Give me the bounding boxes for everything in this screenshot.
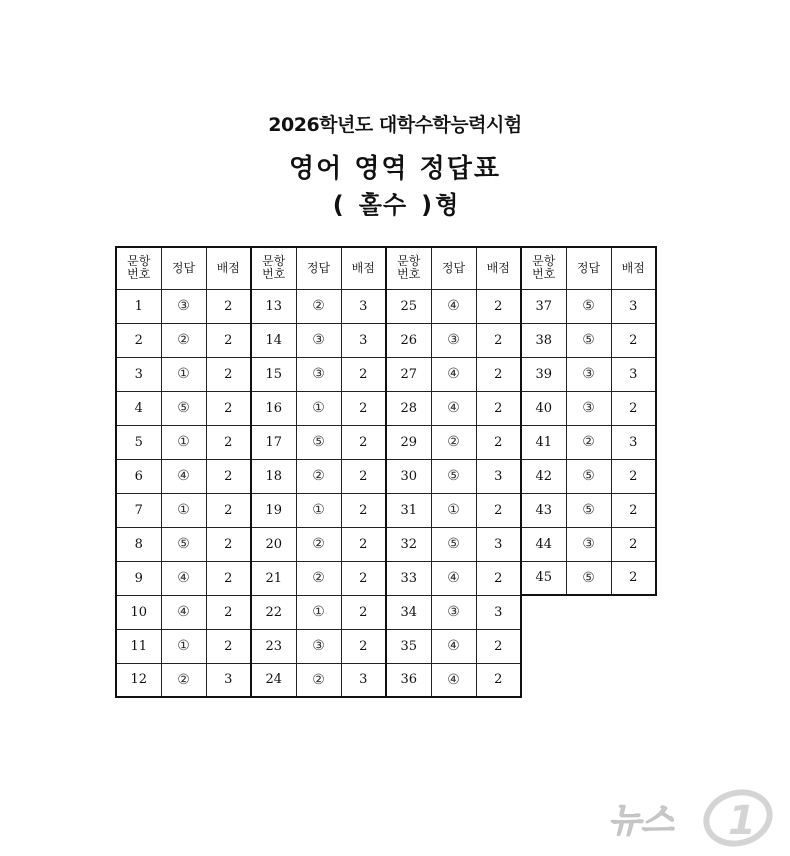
answer-key-table bbox=[115, 246, 657, 698]
points-cell: 2 bbox=[611, 323, 656, 357]
header-answer: 정답 bbox=[566, 247, 611, 289]
points-cell: 3 bbox=[476, 595, 521, 629]
answer-cell: ② bbox=[161, 323, 206, 357]
points-cell: 3 bbox=[341, 289, 386, 323]
answer-cell: ⑤ bbox=[161, 391, 206, 425]
points-cell: 3 bbox=[611, 425, 656, 459]
table-header-row bbox=[116, 247, 656, 289]
exam-type-title bbox=[0, 185, 790, 220]
answer-cell: ② bbox=[296, 561, 341, 595]
points-cell: 2 bbox=[206, 493, 251, 527]
answer-cell: ④ bbox=[431, 629, 476, 663]
question-number-cell: 22 bbox=[251, 595, 296, 629]
empty-cell bbox=[611, 663, 656, 697]
question-number-cell: 25 bbox=[386, 289, 431, 323]
points-cell: 3 bbox=[341, 663, 386, 697]
question-number-cell: 42 bbox=[521, 459, 566, 493]
points-cell: 2 bbox=[206, 561, 251, 595]
answer-cell: ③ bbox=[431, 323, 476, 357]
header-points: 배점 bbox=[611, 247, 656, 289]
points-cell: 2 bbox=[611, 459, 656, 493]
answer-cell: ① bbox=[161, 629, 206, 663]
answer-cell: ② bbox=[566, 425, 611, 459]
answer-cell: ④ bbox=[431, 289, 476, 323]
question-number-cell: 31 bbox=[386, 493, 431, 527]
answer-cell: ① bbox=[296, 595, 341, 629]
answer-cell: ③ bbox=[296, 629, 341, 663]
answer-cell: ④ bbox=[431, 357, 476, 391]
empty-cell bbox=[521, 629, 566, 663]
empty-cell bbox=[611, 629, 656, 663]
question-number-cell: 34 bbox=[386, 595, 431, 629]
header-points: 배점 bbox=[206, 247, 251, 289]
answer-cell: ⑤ bbox=[566, 459, 611, 493]
table-row bbox=[116, 561, 656, 595]
question-number-cell: 15 bbox=[251, 357, 296, 391]
question-number-cell: 28 bbox=[386, 391, 431, 425]
table-row bbox=[116, 425, 656, 459]
question-number-cell: 40 bbox=[521, 391, 566, 425]
answer-cell: ⑤ bbox=[431, 459, 476, 493]
question-number-cell: 7 bbox=[116, 493, 161, 527]
table-row bbox=[116, 323, 656, 357]
points-cell: 2 bbox=[206, 459, 251, 493]
table-row bbox=[116, 391, 656, 425]
question-number-cell: 32 bbox=[386, 527, 431, 561]
answer-cell: ① bbox=[296, 493, 341, 527]
question-number-cell: 45 bbox=[521, 561, 566, 595]
empty-cell bbox=[566, 595, 611, 629]
answer-cell: ③ bbox=[296, 323, 341, 357]
question-number-cell: 36 bbox=[386, 663, 431, 697]
question-number-cell: 3 bbox=[116, 357, 161, 391]
points-cell: 3 bbox=[341, 323, 386, 357]
question-number-cell: 12 bbox=[116, 663, 161, 697]
points-cell: 3 bbox=[476, 527, 521, 561]
answer-cell: ④ bbox=[431, 391, 476, 425]
answer-cell: ⑤ bbox=[431, 527, 476, 561]
answer-cell: ① bbox=[296, 391, 341, 425]
table-row bbox=[116, 527, 656, 561]
table-row bbox=[116, 459, 656, 493]
points-cell: 2 bbox=[611, 561, 656, 595]
answer-cell: ② bbox=[161, 663, 206, 697]
answer-cell: ⑤ bbox=[566, 561, 611, 595]
points-cell: 2 bbox=[341, 561, 386, 595]
question-number-cell: 6 bbox=[116, 459, 161, 493]
answer-cell: ④ bbox=[431, 663, 476, 697]
answer-cell: ③ bbox=[566, 527, 611, 561]
header-points: 배점 bbox=[476, 247, 521, 289]
question-number-cell: 11 bbox=[116, 629, 161, 663]
answer-cell: ③ bbox=[431, 595, 476, 629]
answer-cell: ③ bbox=[296, 357, 341, 391]
answer-cell: ⑤ bbox=[566, 323, 611, 357]
header-answer: 정답 bbox=[296, 247, 341, 289]
question-number-cell: 37 bbox=[521, 289, 566, 323]
question-number-cell: 4 bbox=[116, 391, 161, 425]
header-question-number: 문항 번호 bbox=[386, 247, 431, 289]
type-paren-close: ) bbox=[421, 191, 434, 219]
question-number-cell: 27 bbox=[386, 357, 431, 391]
answer-cell: ⑤ bbox=[161, 527, 206, 561]
question-number-cell: 38 bbox=[521, 323, 566, 357]
empty-cell bbox=[566, 629, 611, 663]
question-number-cell: 33 bbox=[386, 561, 431, 595]
question-number-cell: 35 bbox=[386, 629, 431, 663]
answer-cell: ④ bbox=[161, 595, 206, 629]
answer-cell: ③ bbox=[566, 391, 611, 425]
question-number-cell: 30 bbox=[386, 459, 431, 493]
answer-cell: ② bbox=[296, 527, 341, 561]
points-cell: 2 bbox=[341, 391, 386, 425]
empty-cell bbox=[566, 663, 611, 697]
question-number-cell: 24 bbox=[251, 663, 296, 697]
table-row bbox=[116, 629, 656, 663]
points-cell: 2 bbox=[341, 357, 386, 391]
header-question-number: 문항 번호 bbox=[116, 247, 161, 289]
points-cell: 2 bbox=[341, 425, 386, 459]
type-label: 홀수 bbox=[358, 191, 408, 219]
points-cell: 2 bbox=[476, 561, 521, 595]
points-cell: 2 bbox=[611, 493, 656, 527]
points-cell: 2 bbox=[476, 391, 521, 425]
question-number-cell: 10 bbox=[116, 595, 161, 629]
news1-watermark bbox=[606, 788, 776, 848]
answer-cell: ⑤ bbox=[296, 425, 341, 459]
points-cell: 2 bbox=[611, 527, 656, 561]
answer-cell: ⑤ bbox=[566, 493, 611, 527]
points-cell: 2 bbox=[341, 527, 386, 561]
question-number-cell: 1 bbox=[116, 289, 161, 323]
points-cell: 2 bbox=[476, 663, 521, 697]
points-cell: 2 bbox=[476, 493, 521, 527]
watermark-numeral: 1 bbox=[728, 798, 756, 844]
answer-cell: ② bbox=[296, 289, 341, 323]
answer-cell: ① bbox=[161, 493, 206, 527]
header-question-number: 문항 번호 bbox=[521, 247, 566, 289]
question-number-cell: 26 bbox=[386, 323, 431, 357]
points-cell: 2 bbox=[206, 527, 251, 561]
answer-cell: ① bbox=[161, 425, 206, 459]
question-number-cell: 17 bbox=[251, 425, 296, 459]
points-cell: 3 bbox=[611, 289, 656, 323]
answer-cell: ③ bbox=[161, 289, 206, 323]
points-cell: 2 bbox=[206, 425, 251, 459]
type-suffix: 형 bbox=[435, 191, 460, 219]
table-row bbox=[116, 663, 656, 697]
watermark-text: 뉴스 bbox=[608, 801, 674, 841]
question-number-cell: 29 bbox=[386, 425, 431, 459]
question-number-cell: 20 bbox=[251, 527, 296, 561]
exam-year-title: 2026학년도 대학수학능력시험 bbox=[268, 114, 522, 136]
question-number-cell: 43 bbox=[521, 493, 566, 527]
answer-cell: ② bbox=[431, 425, 476, 459]
question-number-cell: 39 bbox=[521, 357, 566, 391]
points-cell: 2 bbox=[341, 629, 386, 663]
header-question-number: 문항 번호 bbox=[251, 247, 296, 289]
answer-cell: ⑤ bbox=[566, 289, 611, 323]
question-number-cell: 2 bbox=[116, 323, 161, 357]
points-cell: 2 bbox=[206, 595, 251, 629]
points-cell: 2 bbox=[476, 289, 521, 323]
question-number-cell: 8 bbox=[116, 527, 161, 561]
answer-cell: ③ bbox=[566, 357, 611, 391]
points-cell: 2 bbox=[206, 323, 251, 357]
points-cell: 2 bbox=[341, 493, 386, 527]
question-number-cell: 21 bbox=[251, 561, 296, 595]
type-paren-open: ( bbox=[332, 191, 345, 219]
empty-cell bbox=[611, 595, 656, 629]
points-cell: 2 bbox=[206, 391, 251, 425]
points-cell: 2 bbox=[476, 629, 521, 663]
answer-cell: ① bbox=[161, 357, 206, 391]
points-cell: 2 bbox=[341, 595, 386, 629]
points-cell: 3 bbox=[476, 459, 521, 493]
table-row bbox=[116, 357, 656, 391]
question-number-cell: 14 bbox=[251, 323, 296, 357]
points-cell: 2 bbox=[611, 391, 656, 425]
points-cell: 2 bbox=[206, 357, 251, 391]
answer-cell: ② bbox=[296, 663, 341, 697]
points-cell: 3 bbox=[206, 663, 251, 697]
question-number-cell: 23 bbox=[251, 629, 296, 663]
answer-cell: ④ bbox=[161, 561, 206, 595]
question-number-cell: 9 bbox=[116, 561, 161, 595]
answer-cell: ④ bbox=[431, 561, 476, 595]
points-cell: 2 bbox=[206, 289, 251, 323]
table-row bbox=[116, 493, 656, 527]
question-number-cell: 19 bbox=[251, 493, 296, 527]
points-cell: 3 bbox=[611, 357, 656, 391]
empty-cell bbox=[521, 663, 566, 697]
points-cell: 2 bbox=[206, 629, 251, 663]
points-cell: 2 bbox=[476, 357, 521, 391]
question-number-cell: 18 bbox=[251, 459, 296, 493]
question-number-cell: 41 bbox=[521, 425, 566, 459]
header-answer: 정답 bbox=[431, 247, 476, 289]
subject-answer-key-title: 영어 영역 정답표 bbox=[289, 154, 501, 184]
empty-cell bbox=[521, 595, 566, 629]
answer-cell: ② bbox=[296, 459, 341, 493]
points-cell: 2 bbox=[476, 425, 521, 459]
table-row bbox=[116, 289, 656, 323]
answer-cell: ① bbox=[431, 493, 476, 527]
points-cell: 2 bbox=[476, 323, 521, 357]
header-answer: 정답 bbox=[161, 247, 206, 289]
answer-cell: ④ bbox=[161, 459, 206, 493]
question-number-cell: 5 bbox=[116, 425, 161, 459]
header-points: 배점 bbox=[341, 247, 386, 289]
table-row bbox=[116, 595, 656, 629]
points-cell: 2 bbox=[341, 459, 386, 493]
question-number-cell: 44 bbox=[521, 527, 566, 561]
question-number-cell: 13 bbox=[251, 289, 296, 323]
question-number-cell: 16 bbox=[251, 391, 296, 425]
